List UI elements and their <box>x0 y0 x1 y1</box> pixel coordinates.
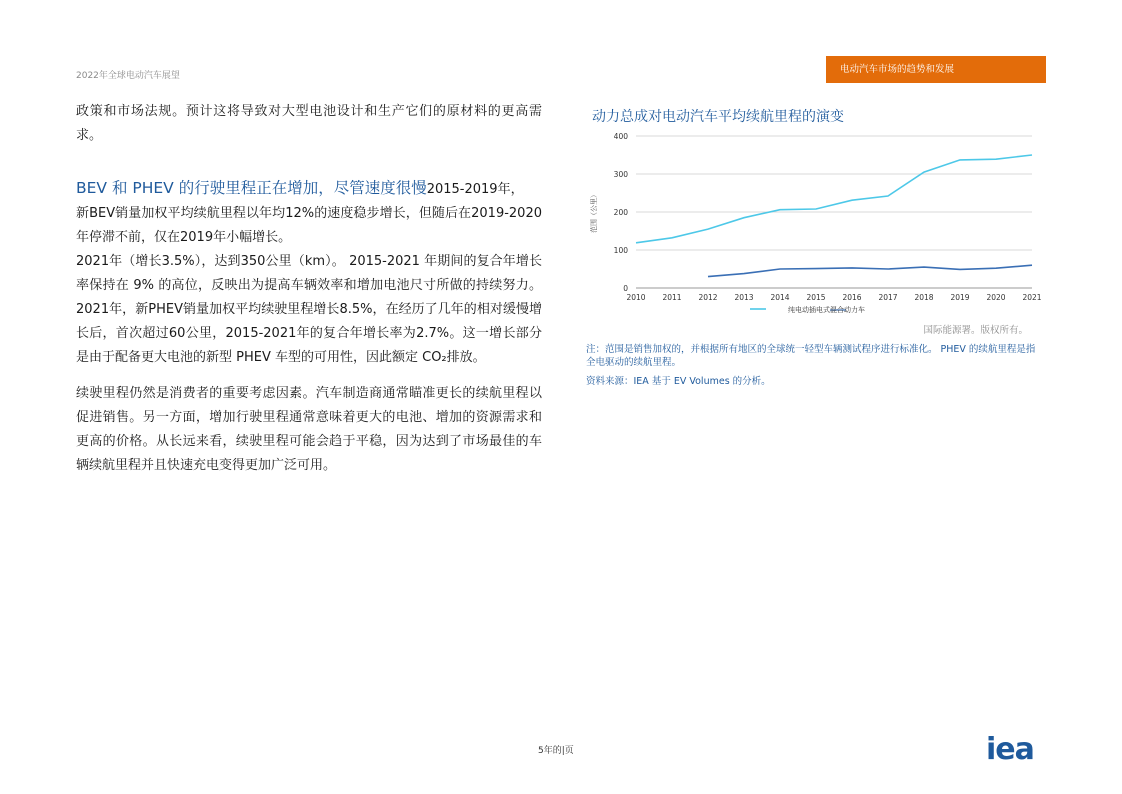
x-tick-label: 2014 <box>770 293 790 302</box>
y-tick-label: 0 <box>623 284 628 293</box>
x-tick-label: 2015 <box>806 293 826 302</box>
page-number: 5年的|页 <box>538 746 574 756</box>
y-tick-label: 300 <box>613 170 628 179</box>
section-heading-blue: BEV 和 PHEV 的行驶里程正在增加，尽管速度很慢 <box>76 179 427 197</box>
x-tick-label: 2012 <box>698 293 718 302</box>
x-tick-label: 2021 <box>1022 293 1042 302</box>
section-heading-rest: 2015-2019年， <box>426 182 524 197</box>
chart-title: 动力总成对电动汽车平均续航里程的演变 <box>592 109 844 125</box>
x-tick-label: 2019 <box>950 293 970 302</box>
section-tag: 电动汽车市场的趋势和发展 <box>826 56 1046 83</box>
series-line-1 <box>708 265 1032 276</box>
iea-logo: iea <box>986 732 1034 767</box>
body-column <box>76 100 542 478</box>
legend-label: 纯电动插电式混合动力车 <box>788 306 865 314</box>
paragraph-2b: 2021年（增长3.5%），达到350公里（km）。 2015-2021 年期间的复合年增长率保持在 9% 的高位，反映出为提高车辆效率和增加电池尺寸所做的持续努力。 2021年，新PHEV销量加权平均续驶里程增长8.5%，在经历了几年的相对缓慢增长后，首次超过60公里，2015-2021年的复合年增长率为2.7%。这一增长部分是由于配备更大电池的新型 PHEV 车型的可用性，因此额定 CO₂排放。 <box>76 254 542 365</box>
y-tick-label: 400 <box>613 132 628 141</box>
chart-source: 资料来源：IEA 基于 EV Volumes 的分析。 <box>586 376 771 387</box>
report-title: 2022年全球电动汽车展望 <box>76 71 180 81</box>
chart-note: 注：范围是销售加权的，并根据所有地区的全球统一轻型车辆测试程序进行标准化。 PHEV 的续航里程是指全电驱动的续航里程。 <box>586 344 1036 368</box>
x-tick-label: 2020 <box>986 293 1006 302</box>
section-heading <box>76 176 542 202</box>
x-tick-label: 2018 <box>914 293 934 302</box>
chart-svg <box>590 128 1046 318</box>
series-line-0 <box>636 155 1032 243</box>
x-tick-label: 2016 <box>842 293 862 302</box>
x-tick-label: 2017 <box>878 293 898 302</box>
paragraph-3: 续驶里程仍然是消费者的重要考虑因素。汽车制造商通常瞄准更长的续航里程以促进销售。另一方面，增加行驶里程通常意味着更大的电池、增加的资源需求和更高的价格。从长远来看，续驶里程可能会趋于平稳，因为达到了市场最佳的车辆续航里程并且快速充电变得更加广泛可用。 <box>76 386 542 473</box>
y-axis-label: 范围（公里） <box>590 191 598 233</box>
y-tick-label: 200 <box>613 208 628 217</box>
paragraph-2a: 新BEV销量加权平均续航里程以年均12%的速度稳步增长，但随后在2019-2020年停滞不前，仅在2019年小幅增长。 <box>76 206 542 245</box>
paragraph-1: 政策和市场法规。预计这将导致对大型电池设计和生产它们的原材料的更高需求。 <box>76 104 542 143</box>
y-tick-label: 100 <box>613 246 628 255</box>
x-tick-label: 2010 <box>626 293 646 302</box>
chart-copyright: 国际能源署。版权所有。 <box>923 325 1028 336</box>
x-tick-label: 2013 <box>734 293 754 302</box>
x-tick-label: 2011 <box>662 293 682 302</box>
range-line-chart <box>590 128 1046 318</box>
